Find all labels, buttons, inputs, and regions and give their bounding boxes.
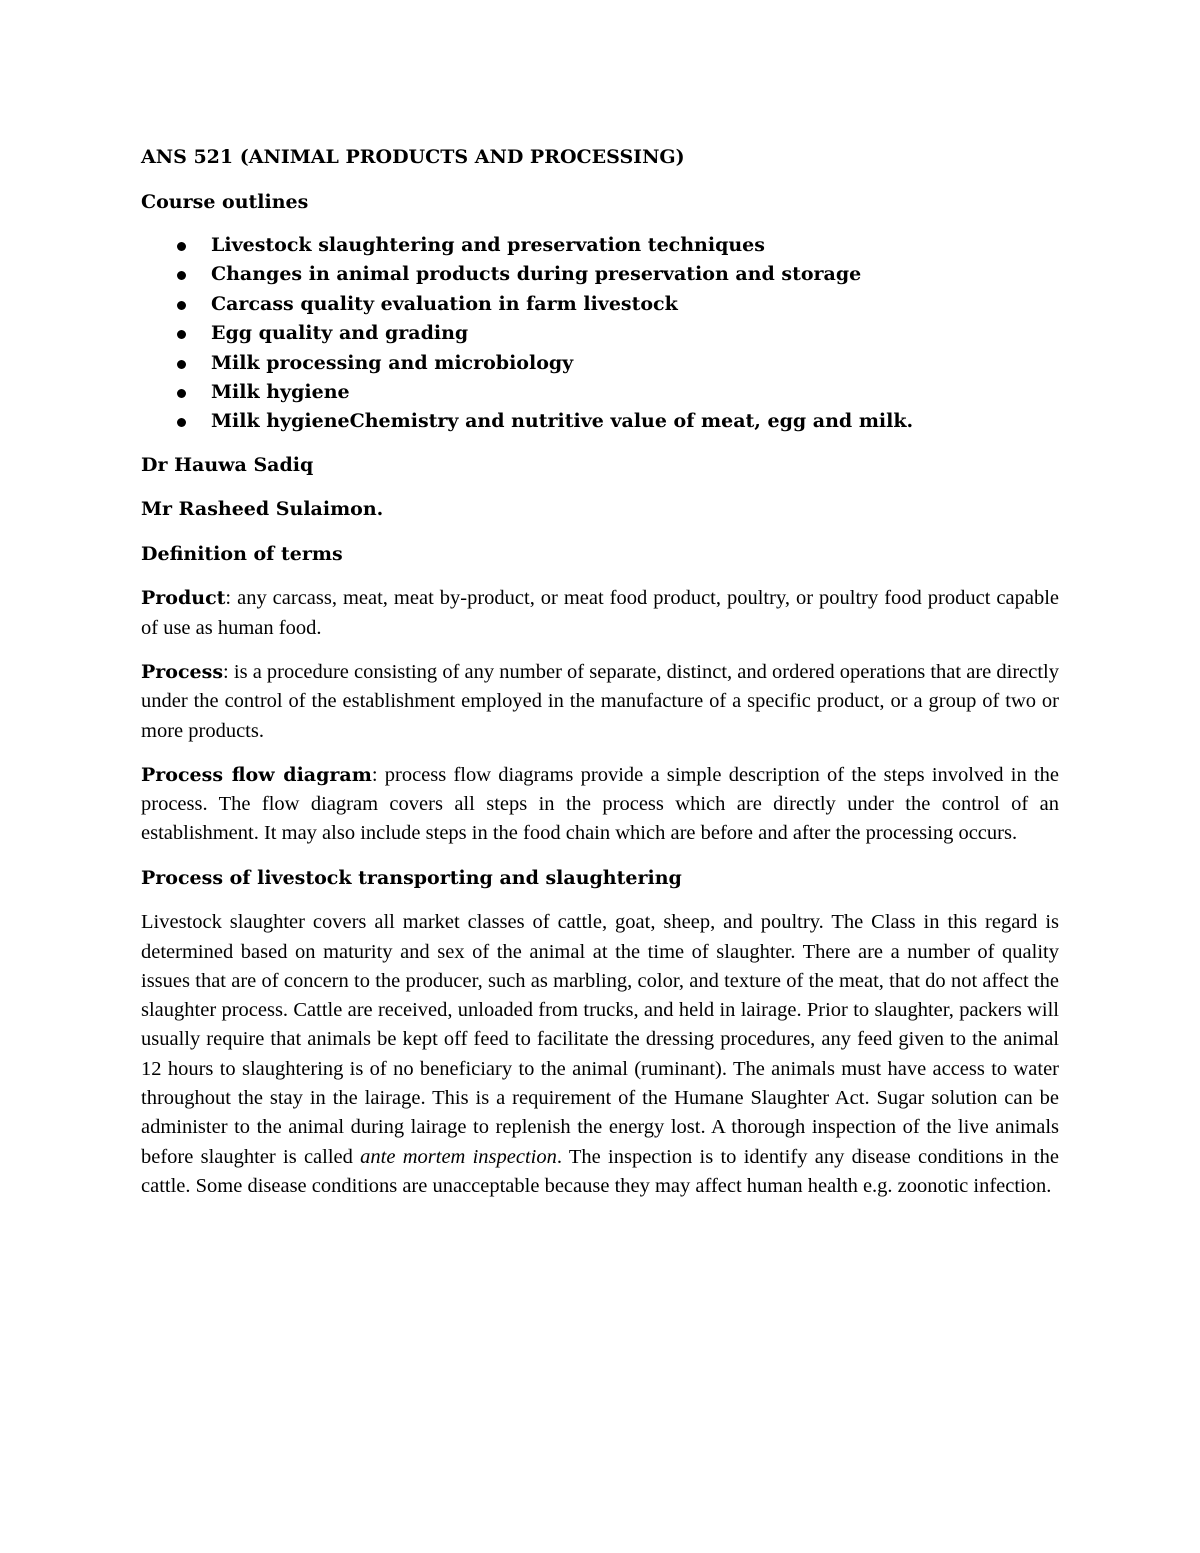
outline-item-text: Milk processing and microbiology [211, 351, 574, 374]
bullet-icon [177, 418, 186, 427]
definition-process-flow-diagram [141, 761, 1059, 849]
outline-item-text: Milk hygieneChemistry and nutritive value of meat, egg and milk. [211, 410, 914, 433]
bullet-icon [177, 360, 186, 369]
definitions-heading: Definition of terms [141, 542, 343, 565]
definition-term: Product [141, 587, 226, 610]
lecturer-name: Dr Hauwa Sadiq [141, 453, 314, 476]
bullet-icon [177, 301, 186, 310]
outline-item-text: Changes in animal products during preservation and storage [211, 263, 862, 286]
list-item [141, 260, 1059, 289]
definition-text: : is a procedure consisting of any number of separate, distinct, and ordered operations that are directly under the control of the establishment employed in the manufacture of a specific product, or a group of two or more products. [141, 660, 1059, 742]
paragraph-text: Livestock slaughter covers all market classes of cattle, goat, sheep, and poultry. The Class in this regard is determined based on maturity and sex of the animal at the time of slaughter. There are a number of quality issues that are of concern to the producer, such as marbling, color, and texture of the meat, that do not affect the slaughter process. Cattle are received, unloaded from trucks, and held in lairage. Prior to slaughter, packers will usually require that animals be kept off feed to facilitate the dressing procedures, any feed given to the animal 12 hours to slaughtering is of no beneficiary to the animal (ruminant). The animals must have access to water throughout the stay in the lairage. This is a requirement of the Humane Slaughter Act. Sugar solution can be administer to the animal during lairage to replenish the energy lost. A thorough inspection of the live animals before slaughter is called [141, 911, 1059, 1168]
list-item [141, 290, 1059, 319]
bullet-icon [177, 271, 186, 280]
definition-process [141, 658, 1059, 746]
process-heading: Process of livestock transporting and slaughtering [141, 866, 682, 889]
list-item [141, 407, 1059, 436]
paragraph-text: . The inspection is to identify any disease conditions in the cattle. Some disease conditions are unacceptable because they may affect human health e.g. zoonotic infection. [141, 1145, 1059, 1197]
list-item [141, 231, 1059, 260]
definition-term: Process [141, 660, 224, 683]
definition-term: Process flow diagram [141, 763, 372, 786]
outline-item-text: Livestock slaughtering and preservation techniques [211, 234, 765, 256]
list-item [141, 378, 1059, 407]
bullet-icon [177, 330, 186, 339]
outline-item-text: Milk hygiene [211, 381, 350, 404]
outline-item-text: Egg quality and grading [211, 322, 469, 345]
list-item [141, 349, 1059, 378]
outline-item-text: Carcass quality evaluation in farm livestock [211, 292, 678, 315]
course-title: ANS 521 (ANIMAL PRODUCTS AND PROCESSING) [141, 146, 685, 168]
definition-text: : any carcass, meat, meat by-product, or meat food product, poultry, or poultry food product capable of use as human food. [141, 587, 1059, 639]
course-outline-list [141, 231, 1059, 437]
definition-text: : process flow diagrams provide a simple description of the steps involved in the process. The flow diagram covers all steps in the process which are directly under the control of an establishment. It may also include steps in the food chain which are before and after the processing occurs. [141, 763, 1059, 845]
process-paragraph [141, 908, 1059, 1201]
lecturer-name: Mr Rasheed Sulaimon. [141, 498, 384, 521]
document-page [141, 143, 1059, 1216]
bullet-icon [177, 242, 186, 251]
bullet-icon [177, 389, 186, 398]
outline-heading: Course outlines [141, 190, 309, 213]
list-item [141, 319, 1059, 348]
italic-term: ante mortem inspection [360, 1145, 557, 1168]
definition-product [141, 584, 1059, 643]
